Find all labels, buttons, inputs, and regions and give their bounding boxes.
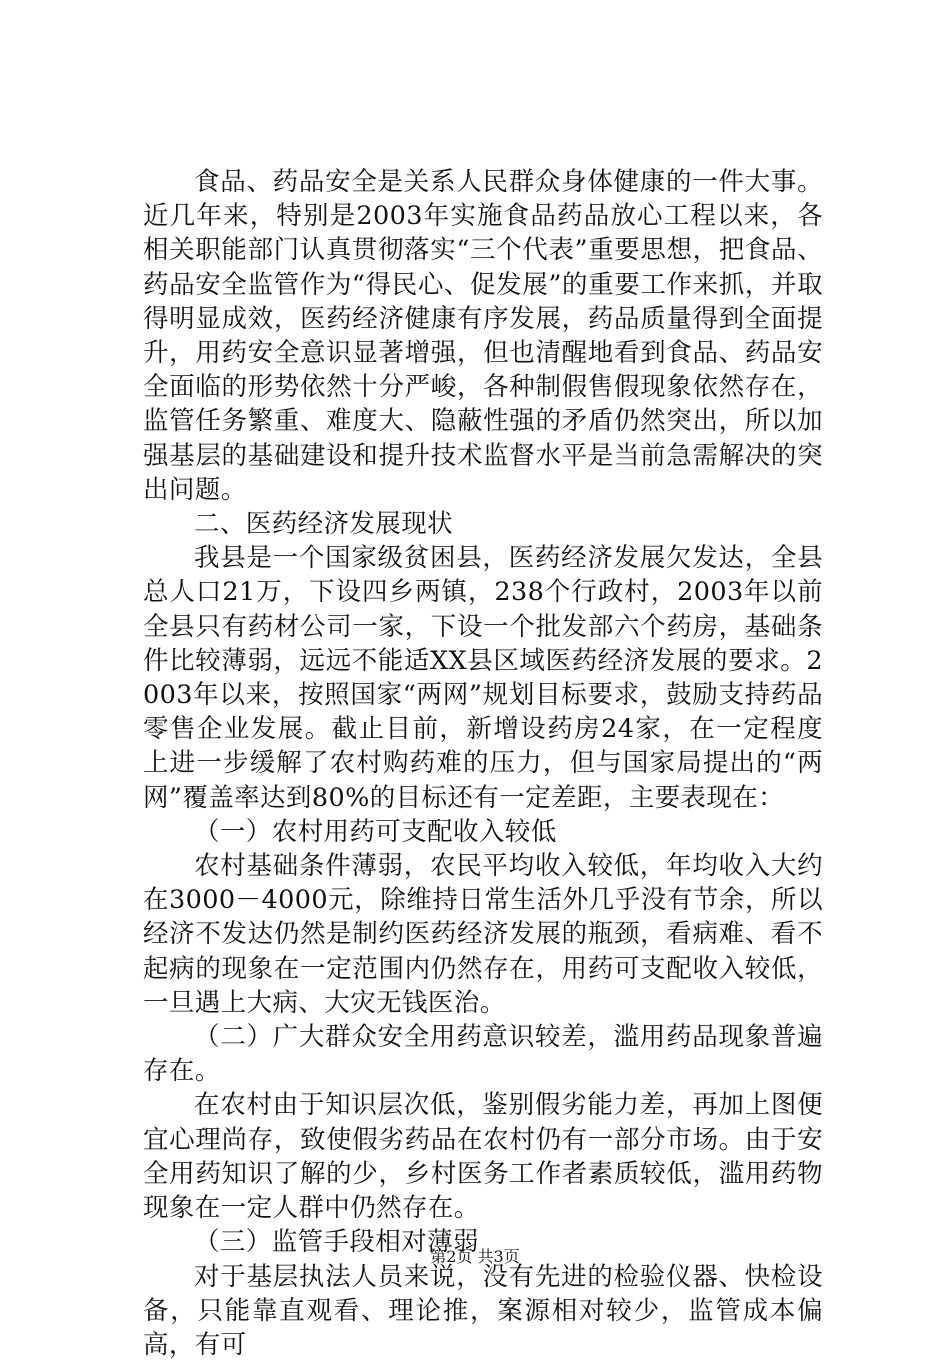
awareness-paragraph: 在农村由于知识层次低，鉴别假劣能力差，再加上图便宜心理尚存，致使假劣药品在农村仍有一部分市场。由于安全用药知识了解的少，乡村医务工作者素质较低，滥用药物现象在一定人群中仍然存在。 — [143, 1088, 823, 1225]
county-status-paragraph: 我县是一个国家级贫困县，医药经济发展欠发达，全县总人口21万，下设四乡两镇，238个行政村，2003年以前全县只有药材公司一家，下设一个批发部六个药房，基础条件比较薄弱，远远不能适XX县区域医药经济发展的要求。2003年以来，按照国家“两网”规划目标要求，鼓励支持药品零售企业发展。截止目前，新增设药房24家，在一定程度上进一步缓解了农村购药难的压力，但与国家局提出的“两网”覆盖率达到80%的目标还有一定差距，主要表现在： — [143, 541, 823, 815]
document-body — [143, 165, 823, 1362]
income-paragraph: 农村基础条件薄弱，农民平均收入较低，年均收入大约在3000－4000元，除维持日常生活外几乎没有节余，所以经济不发达仍然是制约医药经济发展的瓶颈，看病难、看不起病的现象在一定范围内仍然存在，用药可支配收入较低，一旦遇上大病、大灾无钱医治。 — [143, 849, 823, 1020]
page-footer: 第2页 共3页 — [0, 1247, 950, 1267]
intro-paragraph: 食品、药品安全是关系人民群众身体健康的一件大事。近几年来，特别是2003年实施食品药品放心工程以来，各相关职能部门认真贯彻落实“三个代表”重要思想，把食品、药品安全监管作为“得民心、促发展”的重要工作来抓，并取得明显成效，医药经济健康有序发展，药品质量得到全面提升，用药安全意识显著增强，但也清醒地看到食品、药品安全面临的形势依然十分严峻，各种制假售假现象依然存在，监管任务繁重、难度大、隐蔽性强的矛盾仍然突出，所以加强基层的基础建设和提升技术监督水平是当前急需解决的突出问题。 — [143, 165, 823, 507]
subheading-2: （二）广大群众安全用药意识较差，滥用药品现象普遍存在。 — [143, 1020, 823, 1088]
subheading-1: （一）农村用药可支配收入较低 — [143, 815, 823, 849]
subheading-3: （三）监管手段相对薄弱 — [143, 1225, 823, 1259]
supervision-paragraph: 对于基层执法人员来说，没有先进的检验仪器、快检设备，只能靠直观看、理论推，案源相对较少，监管成本偏高，有可 — [143, 1260, 823, 1362]
section-heading-2: 二、医药经济发展现状 — [143, 507, 823, 541]
